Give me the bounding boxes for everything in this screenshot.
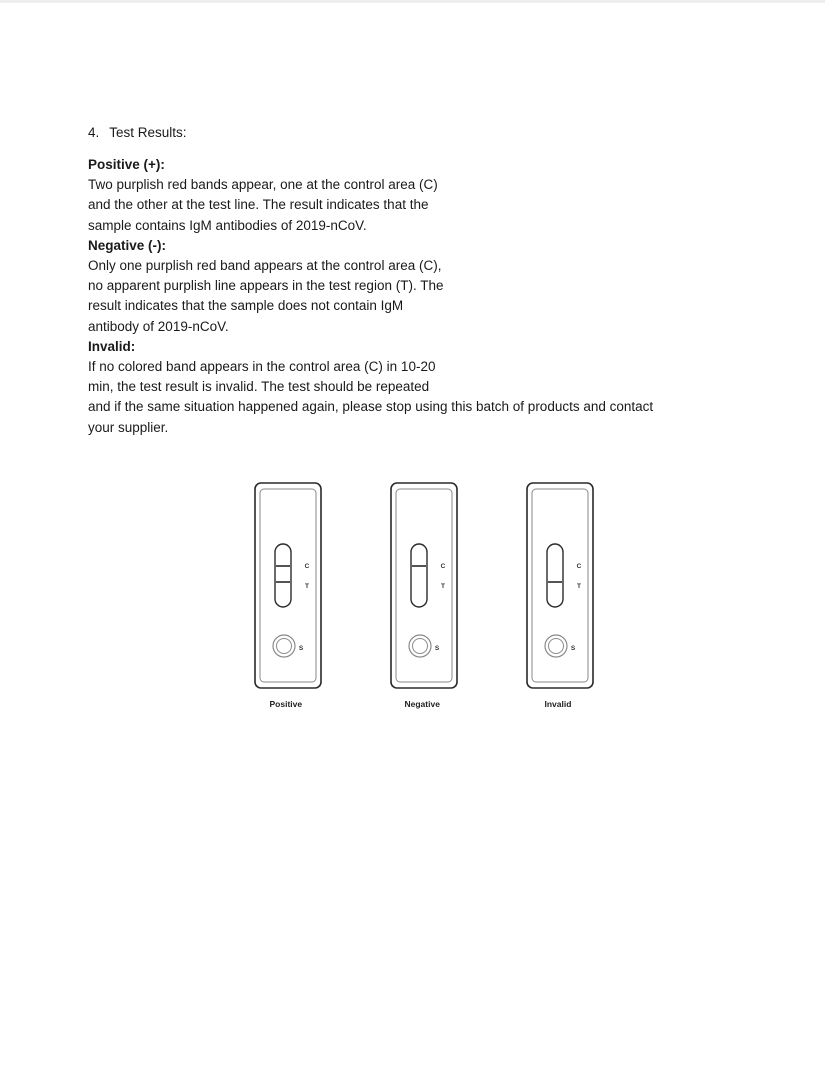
result-window bbox=[547, 544, 563, 607]
sample-well-inner bbox=[277, 639, 292, 654]
sample-well-inner bbox=[549, 639, 564, 654]
control-marker: C bbox=[304, 563, 310, 570]
sample-marker: S bbox=[570, 645, 576, 652]
control-marker: C bbox=[440, 563, 446, 570]
positive-label: Positive (+): bbox=[88, 157, 165, 172]
invalid-line: If no colored band appears in the control area (C) in 10-20 bbox=[88, 359, 436, 375]
negative-line: no apparent purplish line appears in the test region (T). The bbox=[88, 278, 444, 294]
invalid-line: your supplier. bbox=[88, 419, 169, 435]
negative-label: Negative (-): bbox=[88, 237, 167, 253]
test-results-figure bbox=[240, 470, 610, 730]
control-marker: C bbox=[576, 563, 582, 570]
section-heading bbox=[88, 124, 187, 142]
sample-marker: S bbox=[434, 645, 440, 652]
positive-line: Two purplish red bands appear, one at the control area (C) bbox=[88, 177, 438, 193]
section-title: Test Results: bbox=[109, 125, 187, 140]
positive-line: sample contains IgM antibodies of 2019-nCoV. bbox=[88, 217, 367, 233]
test-marker: T bbox=[305, 583, 309, 590]
positive-line: and the other at the test line. The result indicates that the bbox=[88, 197, 429, 213]
negative-line: antibody of 2019-nCoV. bbox=[88, 318, 229, 334]
cassettes-illustration bbox=[240, 470, 610, 730]
cassette-caption: Negative bbox=[404, 699, 440, 709]
invalid-line: and if the same situation happened again, please stop using this batch of products and contact bbox=[88, 399, 654, 415]
section-number: 4. bbox=[88, 125, 100, 140]
results-text bbox=[88, 155, 748, 438]
test-marker: T bbox=[577, 583, 581, 590]
result-window bbox=[411, 544, 427, 607]
result-window bbox=[275, 544, 291, 607]
cassette-caption: Invalid bbox=[544, 699, 572, 709]
test-marker: T bbox=[441, 583, 445, 590]
sample-marker: S bbox=[298, 645, 304, 652]
negative-line: result indicates that the sample does not contain IgM bbox=[88, 298, 404, 314]
cassette-caption: Positive bbox=[269, 699, 303, 709]
invalid-label: Invalid: bbox=[88, 338, 136, 354]
sample-well-inner bbox=[413, 639, 428, 654]
page-top-rule bbox=[0, 0, 825, 3]
negative-line: Only one purplish red band appears at the control area (C), bbox=[88, 258, 442, 274]
invalid-line: min, the test result is invalid. The test should be repeated bbox=[88, 379, 430, 395]
